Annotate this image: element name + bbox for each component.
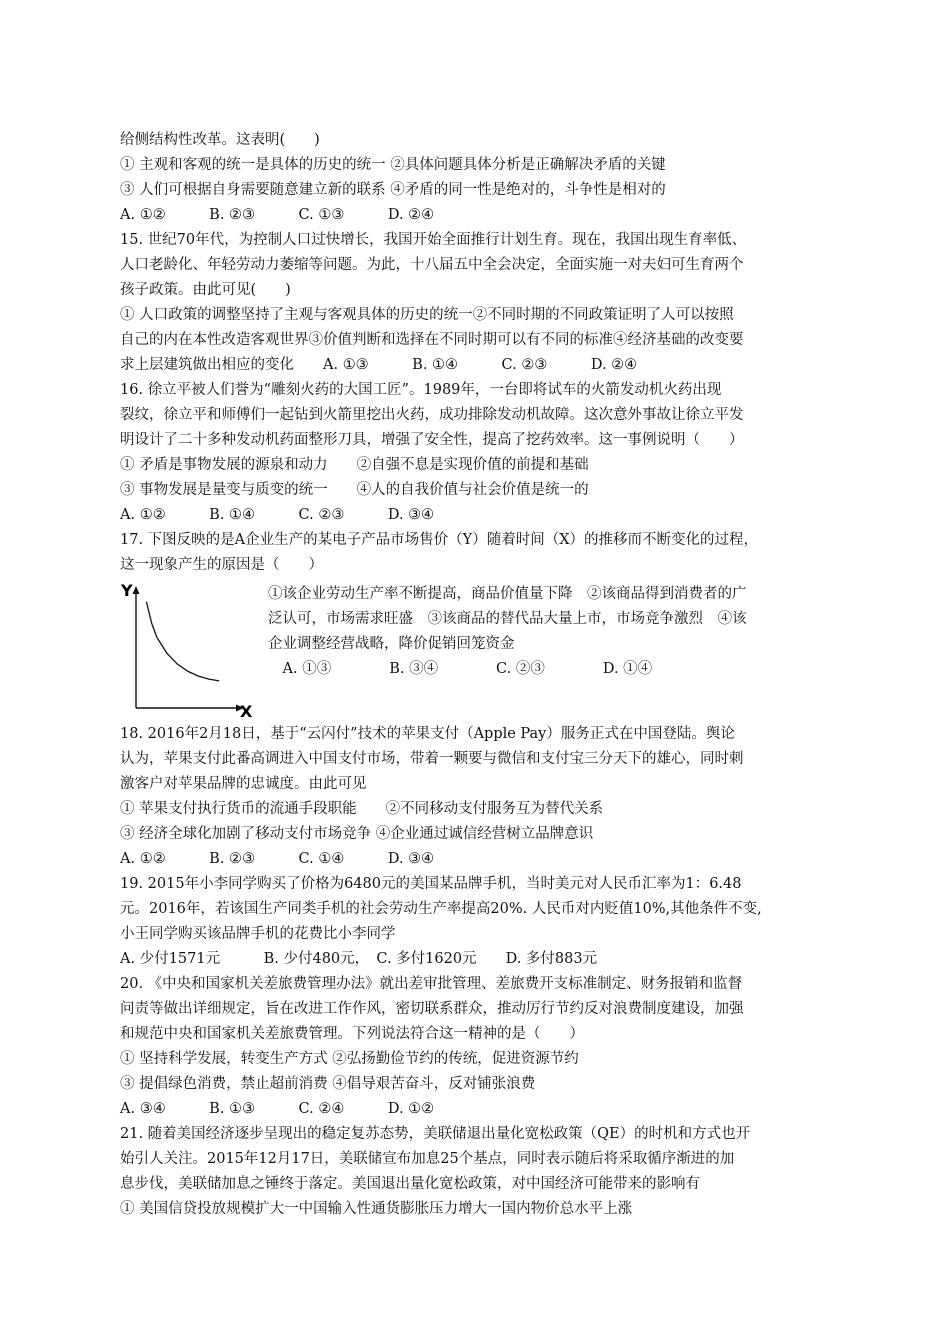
text-line: 20. 《中央和国家机关差旅费管理办法》就出差审批管理、差旅费开支标准制定、财务报销和监督 [120, 976, 743, 992]
text-line: 认为，苹果支付此番高调进入中国支付市场，带着一颗要与微信和支付宝三分天下的雄心，同时刺 [120, 751, 744, 767]
text-line: ① 矛盾是事物发展的源泉和动力 ②自强不息是实现价值的前提和基础 [120, 457, 589, 473]
text-line: ① 人口政策的调整坚持了主观与客观具体的历史的统一②不同时期的不同政策证明了人可以按照 [120, 307, 734, 323]
text-line: 息步伐，美联储加息之锤终于落定。美国退出量化宽松政策，对中国经济可能带来的影响有 [120, 1176, 700, 1192]
question-17-figure-row [120, 580, 840, 718]
text-line: 21. 随着美国经济逐步呈现出的稳定复苏态势，美联储退出量化宽松政策（QE）的时机和方式也开 [120, 1126, 751, 1142]
text-line: ①该企业劳动生产率不断提高，商品价值量下降 ②该商品得到消费者的广 [268, 586, 747, 602]
y-axis-arrow [133, 586, 140, 594]
text-line: A. ①③ B. ③④ C. ②③ D. ①④ [268, 661, 653, 677]
text-line: 和规范中央和国家机关差旅费管理。下列说法符合这一精神的是（ ） [120, 1026, 584, 1042]
text-line: ③ 事物发展是量变与质变的统一 ④人的自我价值与社会价值是统一的 [120, 482, 589, 498]
text-line: 自己的内在本性改造客观世界③价值判断和选择在不同时期可以有不同的标准④经济基础的改变要 [120, 332, 744, 348]
text-line: 给侧结构性改革。这表明( ) [120, 132, 320, 148]
text-line: 明设计了二十多种发动机药面整形刀具，增强了安全性，提高了挖药效率。这一事例说明（ ） [120, 432, 744, 448]
text-line: A. ③④ B. ①③ C. ②④ D. ①② [120, 1101, 435, 1117]
text-line: 15. 世纪70年代，为控制人口过快增长，我国开始全面推行计划生育。现在，我国出现生育率低、 [120, 232, 747, 248]
text-line: 16. 徐立平被人们誉为“雕刻火药的大国工匠”。1989年，一台即将试车的火箭发动机火药出现 [120, 382, 722, 398]
series-line [146, 602, 219, 681]
text-line: ③ 经济全球化加剧了移动支付市场竞争 ④企业通过诚信经营树立品牌意识 [120, 826, 594, 842]
text-line: 人口老龄化、年轻劳动力萎缩等问题。为此，十八届五中全会决定，全面实施一对夫妇可生育两个 [120, 257, 744, 273]
text-line: A. ①② B. ②③ C. ①③ D. ②④ [120, 207, 435, 223]
text-line: ① 苹果支付执行货币的流通手段职能 ②不同移动支付服务互为替代关系 [120, 801, 604, 817]
text-line: A. 少付1571元 B. 少付480元， C. 多付1620元 D. 多付883元 [120, 951, 598, 967]
price-time-chart [120, 580, 255, 718]
question-17-options [268, 582, 848, 682]
text-line: 19. 2015年小李同学购买了价格为6480元的美国某品牌手机，当时美元对人民币汇率为1：6.48 [120, 876, 742, 892]
text-line: 求上层建筑做出相应的变化 A. ①③ B. ①④ C. ②③ D. ②④ [120, 357, 638, 373]
questions-18-21 [120, 722, 840, 1222]
text-line: ① 美国信贷投放规模扩大一中国输入性通货膨胀压力增大一国内物价总水平上涨 [120, 1201, 633, 1217]
text-line: 激客户对苹果品牌的忠诚度。由此可见 [120, 776, 367, 792]
text-line: 17. 下图反映的是A企业生产的某电子产品市场售价（Y）随着时间（X）的推移而不断变化的过程， [120, 532, 759, 548]
text-line: 始引人关注。2015年12月17日，美联储宣布加息25个基点，同时表示随后将采取循序渐进的加 [120, 1151, 735, 1167]
text-line: ① 主观和客观的统一是具体的历史的统一 ②具体问题具体分析是正确解决矛盾的关键 [120, 157, 666, 173]
text-line: A. ①② B. ②③ C. ①④ D. ③④ [120, 851, 435, 867]
text-line: 泛认可，市场需求旺盛 ③该商品的替代品大量上市，市场竞争激烈 ④该 [268, 611, 747, 627]
exam-page [120, 128, 840, 1222]
text-line: ③ 人们可根据自身需要随意建立新的联系 ④矛盾的同一性是绝对的，斗争性是相对的 [120, 182, 666, 198]
text-line: 问责等做出详细规定，旨在改进工作作风，密切联系群众，推动厉行节约反对浪费制度建设，加强 [120, 1001, 744, 1017]
text-line: 孩子政策。由此可见( ) [120, 282, 291, 298]
text-line: 裂纹，徐立平和师傅们一起钻到火箭里挖出火药，成功排除发动机故障。这次意外事故让徐立平发 [120, 407, 744, 423]
text-line: ① 坚持科学发展，转变生产方式 ②弘扬勤俭节约的传统，促进资源节约 [120, 1051, 579, 1067]
questions-14-17 [120, 128, 840, 578]
text-line: 18. 2016年2月18日，基于“云闪付”技术的苹果支付（Apple Pay）服务正式在中国登陆。舆论 [120, 726, 735, 742]
text-line: A. ①② B. ①④ C. ②③ D. ③④ [120, 507, 435, 523]
x-axis-label: X [240, 702, 253, 718]
y-axis-label: Y [121, 581, 133, 600]
text-line: 企业调整经营战略，降价促销回笼资金 [268, 636, 515, 652]
text-line: 元。2016年，若该国生产同类手机的社会劳动生产率提高20%. 人民币对内贬值10%,其他条件不变, [120, 901, 762, 917]
text-line: ③ 提倡绿色消费，禁止超前消费 ④倡导艰苦奋斗，反对铺张浪费 [120, 1076, 536, 1092]
text-line: 小王同学购买该品牌手机的花费比小李同学 [120, 926, 396, 942]
text-line: 这一现象产生的原因是（ ） [120, 557, 323, 573]
